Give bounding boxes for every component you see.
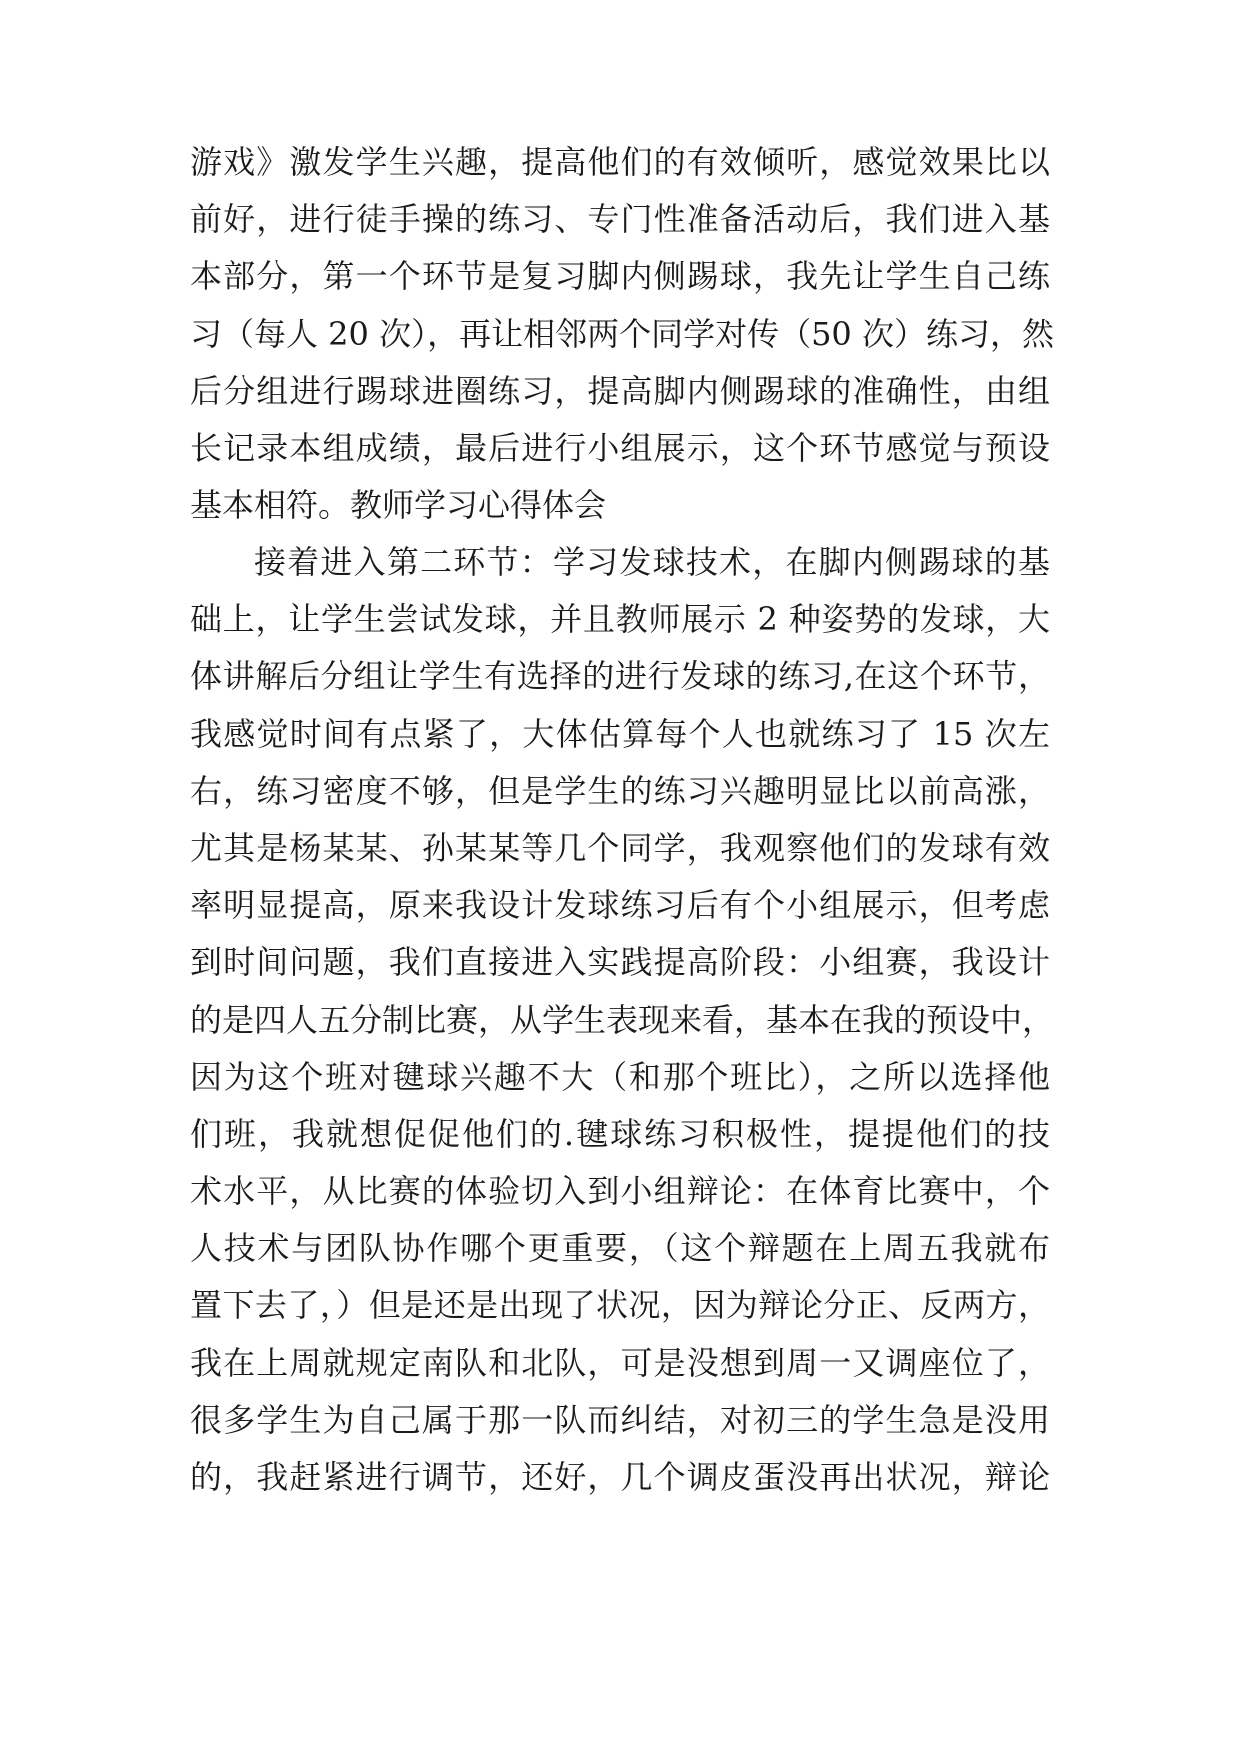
paragraph-line: 们班，我就想促促他们的.毽球练习积极性，提提他们的技 <box>190 1114 1050 1153</box>
paragraph-line: 置下去了，）但是还是出现了状况，因为辩论分正、反两方， <box>190 1286 1050 1325</box>
paragraph-line: 的是四人五分制比赛，从学生表现来看，基本在我的预设中， <box>190 1000 1055 1039</box>
paragraph-line: 术水平，从比赛的体验切入到小组辩论：在体育比赛中，个 <box>190 1172 1050 1211</box>
paragraph-line: 游戏》激发学生兴趣，提高他们的有效倾听，感觉效果比以 <box>190 143 1050 181</box>
paragraph-line: 到时间问题，我们直接进入实践提高阶段：小组赛，我设计 <box>190 943 1050 982</box>
paragraph-line: 后分组进行踢球进圈练习，提高脚内侧踢球的准确性，由组 <box>190 371 1050 410</box>
paragraph-2 <box>190 534 1055 1506</box>
paragraph-line: 率明显提高，原来我设计发球练习后有个小组展示，但考虑 <box>190 886 1050 925</box>
paragraph-line: 的，我赶紧进行调节，还好，几个调皮蛋没再出状况，辩论 <box>190 1458 1050 1496</box>
paragraph-line: 接着进入第二环节：学习发球技术，在脚内侧踢球的基 <box>254 543 1050 581</box>
paragraph-line: 体讲解后分组让学生有选择的进行发球的练习,在这个环节， <box>190 657 1050 696</box>
paragraph-line: 长记录本组成绩，最后进行小组展示，这个环节感觉与预设 <box>190 428 1050 467</box>
paragraph-line: 础上，让学生尝试发球，并且教师展示 2 种姿势的发球，大 <box>190 600 1050 639</box>
paragraph-line: 因为这个班对毽球兴趣不大（和那个班比），之所以选择他 <box>190 1057 1050 1096</box>
paragraph-line: 尤其是杨某某、孙某某等几个同学，我观察他们的发球有效 <box>190 828 1050 867</box>
paragraph-line: 前好，进行徒手操的练习、专门性准备活动后，我们进入基 <box>190 200 1050 239</box>
paragraph-line: 习（每人 20 次），再让相邻两个同学对传（50 次）练习，然 <box>190 314 1054 353</box>
paragraph-line: 本部分，第一个环节是复习脚内侧踢球，我先让学生自己练 <box>190 257 1050 296</box>
paragraph-line: 我在上周就规定南队和北队，可是没想到周一又调座位了， <box>190 1343 1050 1382</box>
paragraph-1 <box>190 134 1054 534</box>
paragraph-line: 人技术与团队协作哪个更重要，（这个辩题在上周五我就布 <box>190 1229 1050 1268</box>
paragraph-line: 很多学生为自己属于那一队而纠结，对初三的学生急是没用 <box>190 1400 1050 1439</box>
paragraph-line: 基本相符。教师学习心得体会 <box>190 486 607 525</box>
paragraph-line: 我感觉时间有点紧了，大体估算每个人也就练习了 15 次左 <box>190 714 1050 753</box>
paragraph-line: 右，练习密度不够，但是学生的练习兴趣明显比以前高涨， <box>190 771 1050 810</box>
